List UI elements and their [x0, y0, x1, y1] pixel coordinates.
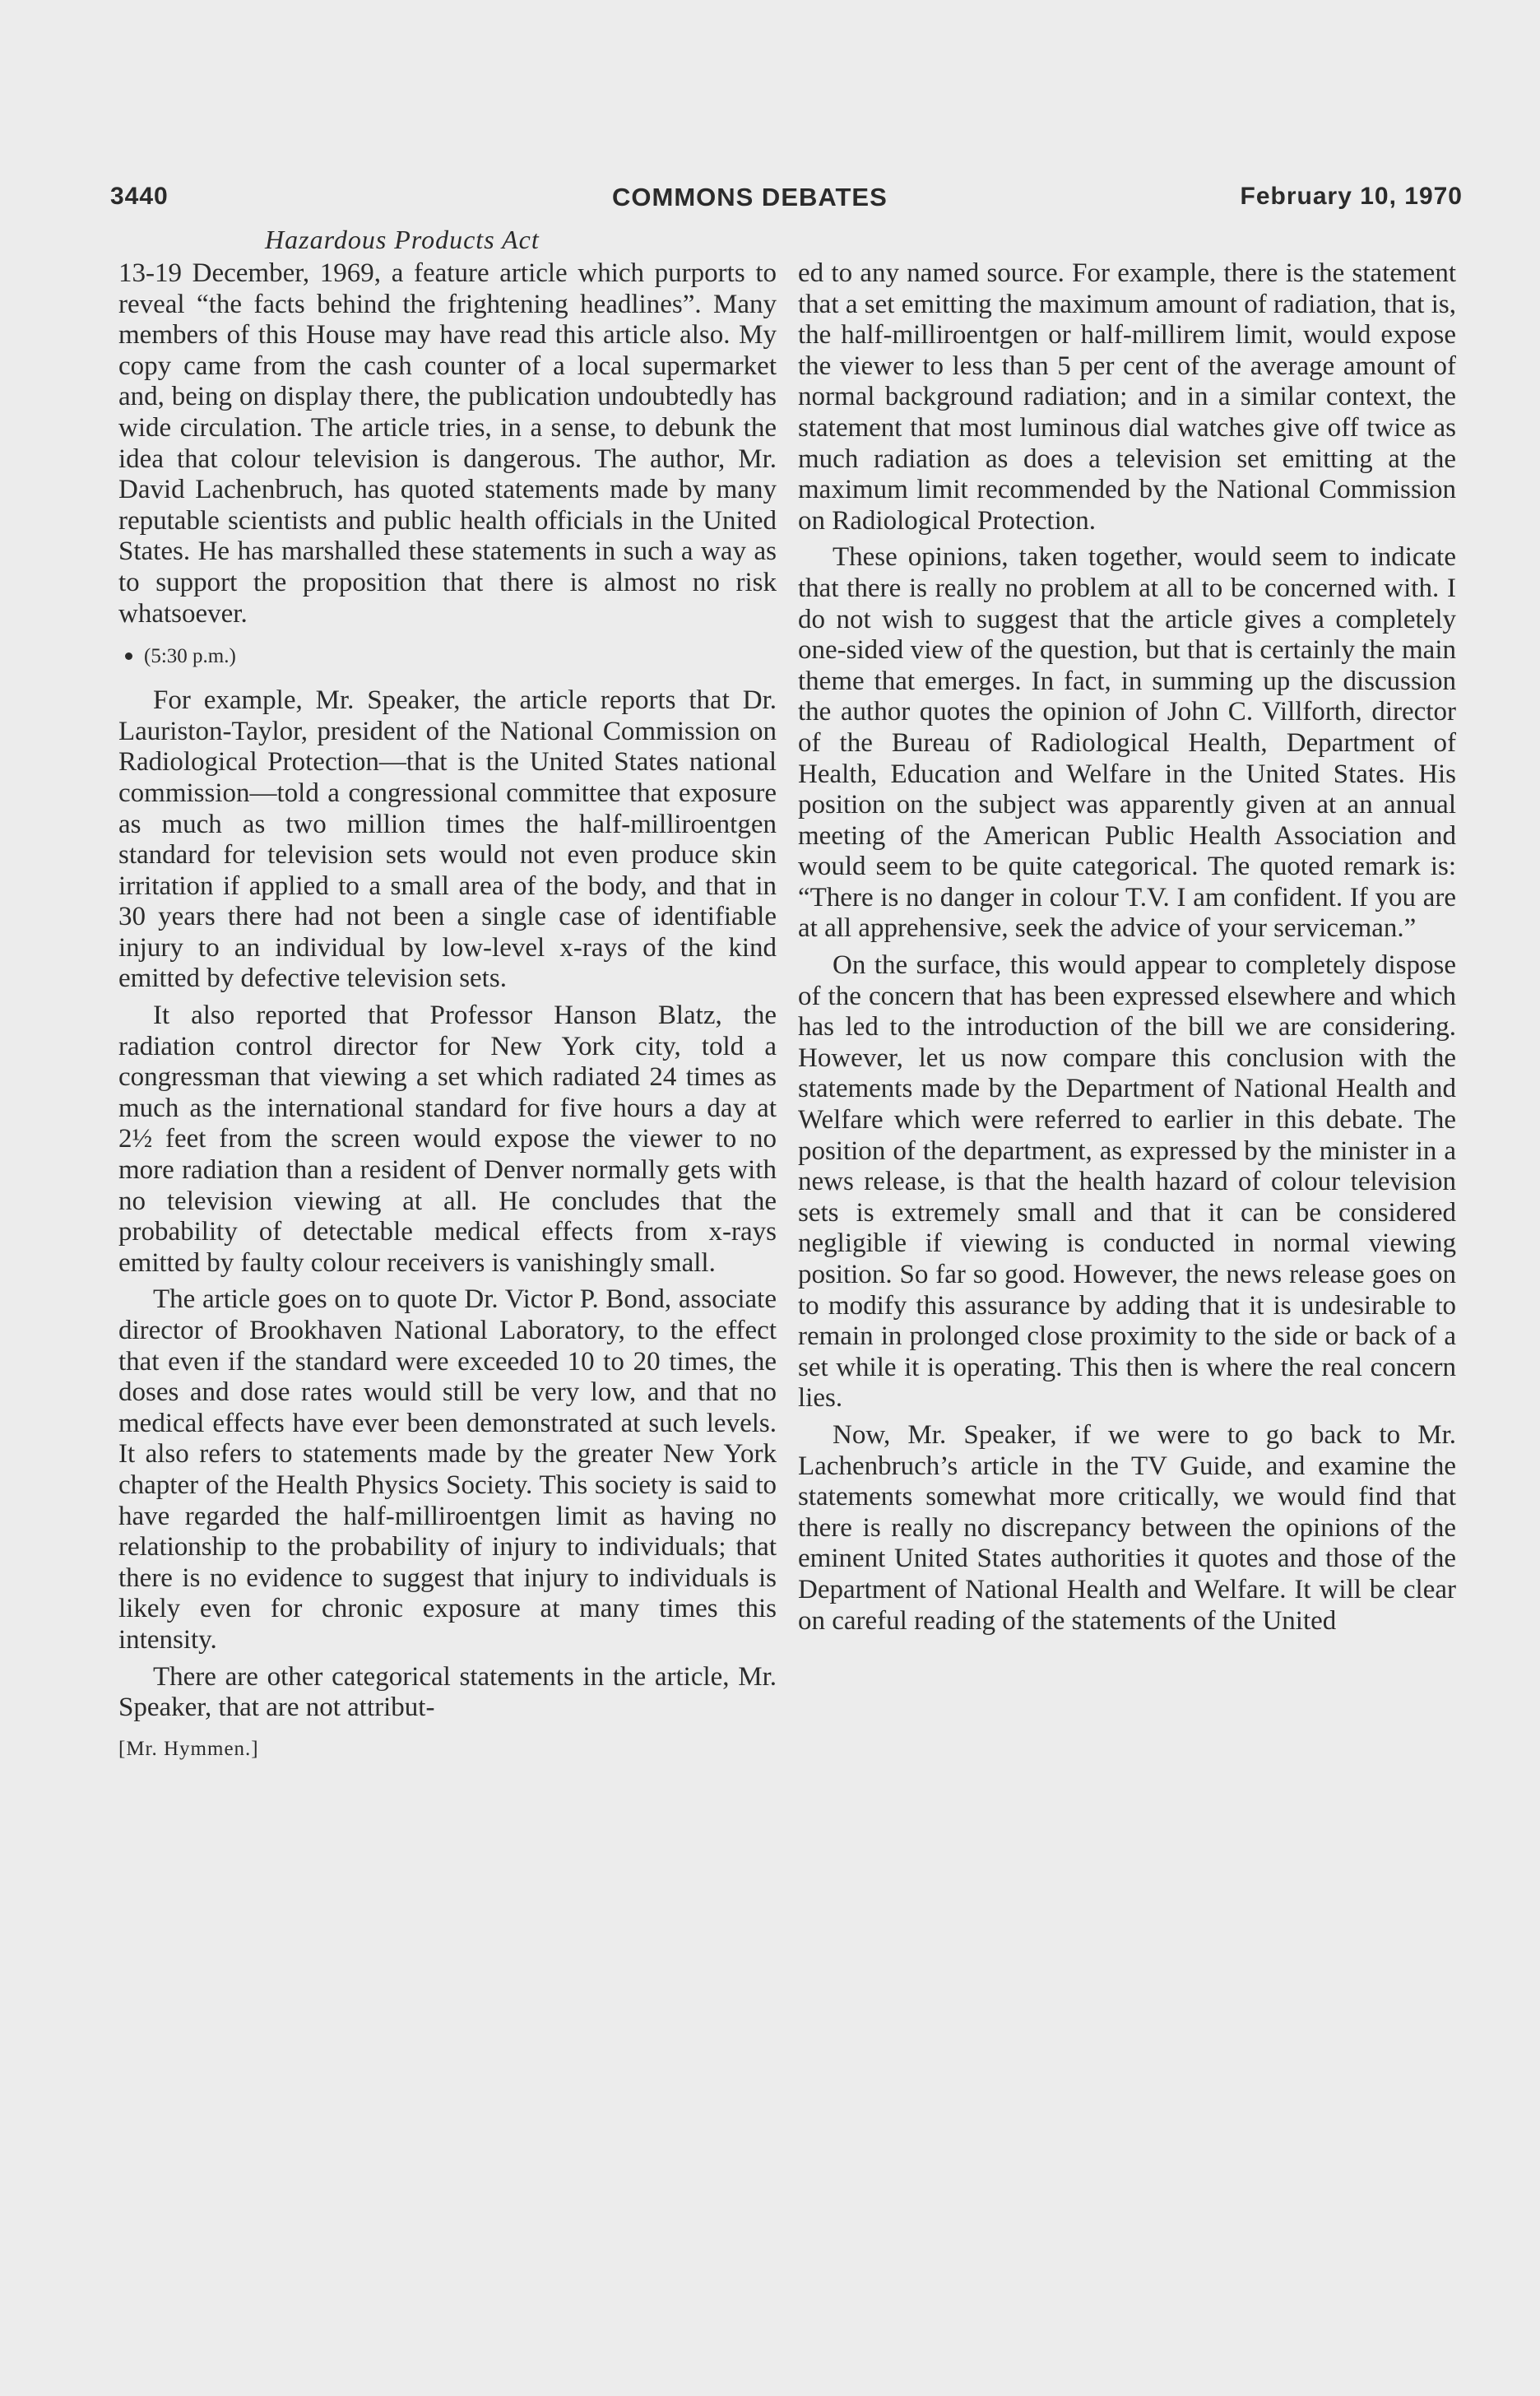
paragraph: These opinions, taken together, would seem to indicate that there is really no problem at all to be concerned with. I do not wish to suggest that the article gives a completely one-sided view of the question, but that is certainly the main theme that emerges. In fact, in summing up the discussion the author quotes the opinion of John C. Villforth, director of the Bureau of Radiological Health, Department of Health, Education and Welfare in the United States. His position on the subject was apparently given at an annual meeting of the American Public Health Association and would seem to be quite categorical. The quoted remark is: “There is no danger in colour T.V. I am confident. If you are at all apprehensive, seek the advice of your serviceman.” — [798, 542, 1456, 944]
paragraph: On the surface, this would appear to completely dispose of the concern that has been expressed elsewhere and which has led to the introduction of the bill we are considering. However, let us now compare this conclusion with the statements made by the Department of National Health and Welfare which were referred to earlier in this debate. The position of the department, as expressed by the minister in a news release, is that the health hazard of colour television sets is extremely small and that it can be considered negligible if viewing is conducted in normal viewing position. So far so good. However, the news release goes on to modify this assurance by adding that it is undesirable to remain in prolonged close proximity to the side or back of a set while it is operating. This then is where the real concern lies. — [798, 950, 1456, 1414]
time-stamp-text: (5:30 p.m.) — [144, 645, 236, 668]
bullet-icon — [125, 652, 132, 660]
running-title: Hazardous Products Act — [265, 225, 540, 254]
page-number: 3440 — [110, 183, 169, 210]
left-column — [118, 258, 777, 1762]
right-column — [798, 258, 1456, 1637]
paragraph: It also reported that Professor Hanson Blatz, the radiation control director for New York city, told a congressman that viewing a set which radiated 24 times as much as the international standard for five hours a day at 2½ feet from the screen would expose the viewer to no more radiation than a resident of Denver normally gets with no television viewing at all. He concludes that the probability of detectable medical effects from x-rays emitted by faulty colour receivers is vanishingly small. — [118, 1001, 777, 1278]
paragraph: There are other categorical statements in the article, Mr. Speaker, that are not attribut- — [118, 1661, 777, 1723]
publication-date: February 10, 1970 — [1240, 183, 1463, 210]
publication-title: COMMONS DEBATES — [612, 183, 888, 211]
paragraph: Now, Mr. Speaker, if we were to go back to Mr. Lachenbruch’s article in the TV Guide, and examine the statements somewhat more critically, we would find that there is really no discrepancy between the opinions of the eminent United States authorities it quotes and those of the Department of National Health and Welfare. It will be clear on careful reading of the statements of the United — [798, 1419, 1456, 1636]
paragraph: For example, Mr. Speaker, the article reports that Dr. Lauriston-Taylor, president of the National Commission on Radiological Protection—that is the United States national commission—told a congressional committee that exposure as much as two million times the half-milliroentgen standard for television sets would not even produce skin irritation if applied to a small area of the body, and that in 30 years there had not been a single case of identifiable injury to an individual by low-level x-rays of the kind emitted by defective television sets. — [118, 685, 777, 994]
paragraph: ed to any named source. For example, there is the statement that a set emitting the maximum amount of radiation, that is, the half-milliroentgen or half-millirem limit, would expose the viewer to less than 5 per cent of the average amount of normal background radiation; and in a similar context, the statement that most luminous dial watches give off twice as much radiation as does a television set emitting at the maximum limit recommended by the National Commission on Radiological Protection. — [798, 258, 1456, 536]
speaker-attribution: [Mr. Hymmen.] — [118, 1737, 259, 1760]
paragraph: 13-19 December, 1969, a feature article which purports to reveal “the facts behind the frightening headlines”. Many members of this House may have read this article also. My copy came from the cash counter of a local supermarket and, being on display there, the publication undoubtedly has wide circulation. The article tries, in a sense, to debunk the idea that colour television is dangerous. The author, Mr. David Lachenbruch, has quoted statements made by many reputable scientists and public health officials in the United States. He has marshalled these statements in such a way as to support the proposition that there is almost no risk whatsoever. — [118, 258, 777, 629]
page-header — [110, 183, 1463, 219]
time-stamp — [118, 644, 777, 669]
paragraph: The article goes on to quote Dr. Victor P. Bond, associate director of Brookhaven National Laboratory, to the effect that even if the standard were exceeded 10 to 20 times, the doses and dose rates would still be very low, and that no medical effects have ever been demonstrated at such levels. It also refers to statements made by the greater New York chapter of the Health Physics Society. This society is said to have regarded the half-milliroentgen limit as having no relationship to the probability of injury to individuals; that there is no evidence to suggest that injury to individuals is likely even for chronic exposure at many times this intensity. — [118, 1284, 777, 1655]
